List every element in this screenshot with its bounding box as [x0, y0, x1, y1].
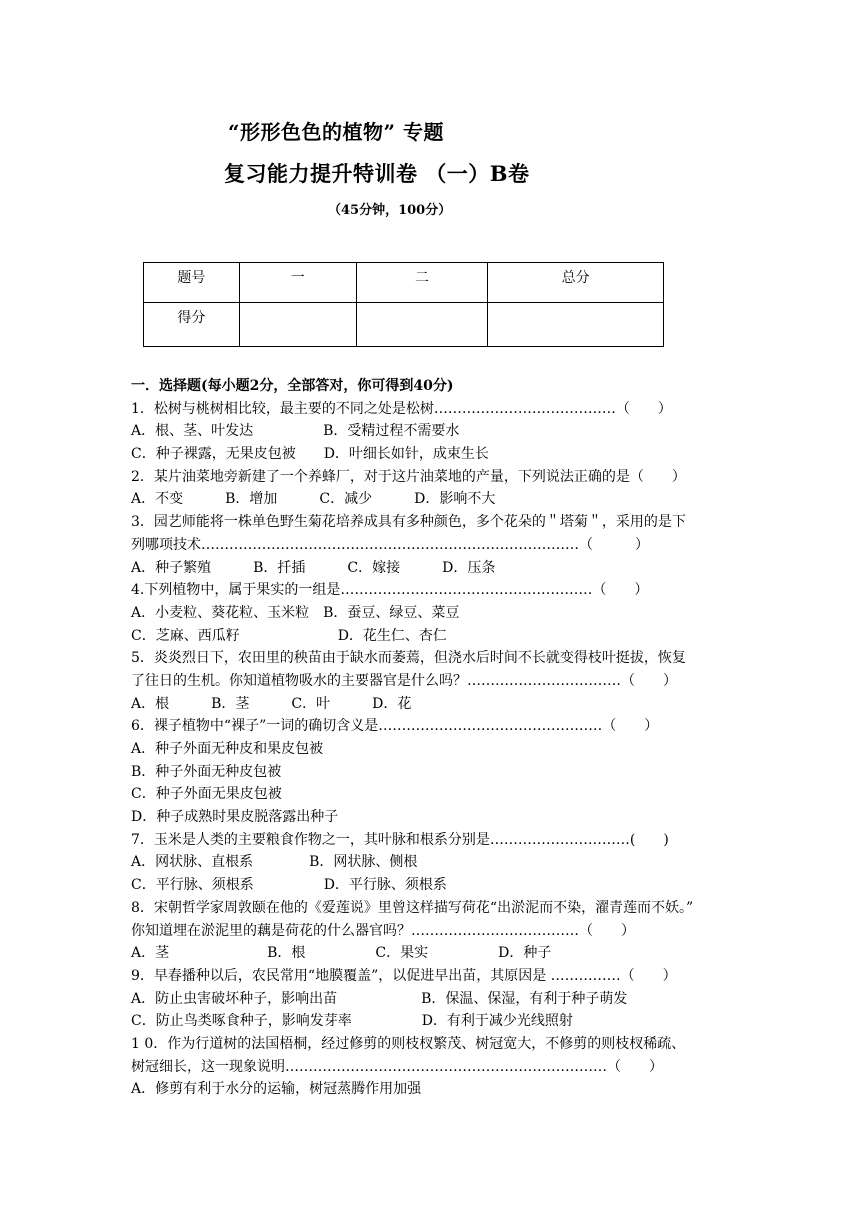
score-cell-total-value: [488, 303, 664, 347]
question-line: A．小麦粒、葵花粒、玉米粒 B．蚕豆、绿豆、菜豆: [131, 604, 460, 621]
question-line: 7．玉米是人类的主要粮食作物之一，其叶脉和根系分别是…………………………( ): [131, 831, 669, 848]
question-line: 了往日的生机。你知道植物吸水的主要器官是什么吗？……………………………（ ）: [131, 672, 677, 689]
question-line: A．茎 B．根 C．果实 D．种子: [131, 945, 552, 962]
section-heading: 一．选择题(每小题2分，全部答对，你可得到40分): [131, 378, 454, 394]
score-table: [143, 262, 664, 347]
score-cell-section-1: 一: [239, 263, 356, 303]
exam-time-score: （45分钟，100分）: [328, 203, 452, 218]
question-line: 树冠细长，这一现象说明……………………………………………………………（ ）: [131, 1058, 663, 1075]
question-line: 1．松树与桃树相比较，最主要的不同之处是松树…………………………………（ ）: [131, 400, 672, 417]
question-line: A．修剪有利于水分的运输，树冠蒸腾作用加强: [131, 1081, 422, 1098]
question-line: C．芝麻、西瓜籽 D．花生仁、杏仁: [131, 627, 447, 644]
question-line: C．平行脉、须根系 D．平行脉、须根系: [131, 877, 447, 894]
score-cell-label: 题号: [144, 263, 240, 303]
score-table-score-row: [144, 303, 664, 347]
title-line-2: 复习能力提升特训卷 （一）B卷: [224, 161, 530, 186]
question-line: 列哪项技术………………………………………………………………………（ ）: [131, 536, 649, 553]
question-line: 你知道埋在淤泥里的藕是荷花的什么器官吗？………………………………（ ）: [131, 922, 635, 939]
score-cell-section-2-value: [356, 303, 488, 347]
question-line: 2．某片油菜地旁新建了一个养蜂厂，对于这片油菜地的产量，下列说法正确的是（ ）: [131, 468, 686, 485]
questions-body: [131, 375, 741, 1101]
title-line-1: “形形色色的植物” 专题: [228, 120, 444, 144]
question-line: 1 0．作为行道树的法国梧桐，经过修剪的则枝杈繁茂、树冠宽大，不修剪的则枝杈稀疏、: [131, 1035, 686, 1052]
score-cell-section-2: 二: [356, 263, 488, 303]
question-line: C．种子裸露，无果皮包被 D．叶细长如针，成束生长: [131, 446, 489, 463]
question-line: 8．宋朝哲学家周敦颐在他的《爱莲说》里曾这样描写荷花“出淤泥而不染，濯青莲而不妖。”: [131, 899, 694, 916]
question-line: A．根 B．茎 C．叶 D．花: [131, 695, 412, 712]
question-line: A．种子繁殖 B．扦插 C．嫁接 D．压条: [131, 559, 496, 576]
score-cell-section-1-value: [239, 303, 356, 347]
question-line: C．种子外面无果皮包被: [131, 786, 282, 803]
question-line: D．种子成熟时果皮脱落露出种子: [131, 809, 339, 826]
score-cell-label: 得分: [144, 303, 240, 347]
question-line: 5．炎炎烈日下，农田里的秧苗由于缺水而萎蔫，但浇水后时间不长就变得枝叶挺拔，恢复: [131, 650, 686, 667]
question-line: A．防止虫害破坏种子，影响出苗 B．保温、保湿，有利于种子萌发: [131, 990, 628, 1007]
question-line: A．种子外面无种皮和果皮包被: [131, 741, 324, 757]
score-table-header-row: [144, 263, 664, 303]
question-line: C．防止鸟类啄食种子，影响发芽率 D．有利于减少光线照射: [131, 1013, 573, 1030]
question-line: B．种子外面无种皮包被: [131, 763, 282, 780]
question-line: A．网状脉、直根系 B．网状脉、侧根: [131, 854, 418, 871]
question-line: A．根、茎、叶发达 B．受精过程不需要水: [131, 423, 460, 440]
question-line: 4.下列植物中，属于果实的一组是………………………………………………（ ）: [131, 582, 649, 599]
score-cell-total: 总分: [488, 263, 664, 303]
question-line: A．不变 B．增加 C．减少 D．影响不大: [131, 491, 496, 508]
question-line: 6．裸子植物中“裸子”一词的确切含义是…………………………………………（ ）: [131, 718, 659, 735]
question-line: 9．早春播种以后，农民常用“地膜覆盖”，以促进早出苗，其原因是 ……………（ ）: [131, 967, 677, 984]
question-line: 3．园艺师能将一株单色野生菊花培养成具有多种颜色，多个花朵的＂塔菊＂，采用的是下: [131, 514, 686, 531]
